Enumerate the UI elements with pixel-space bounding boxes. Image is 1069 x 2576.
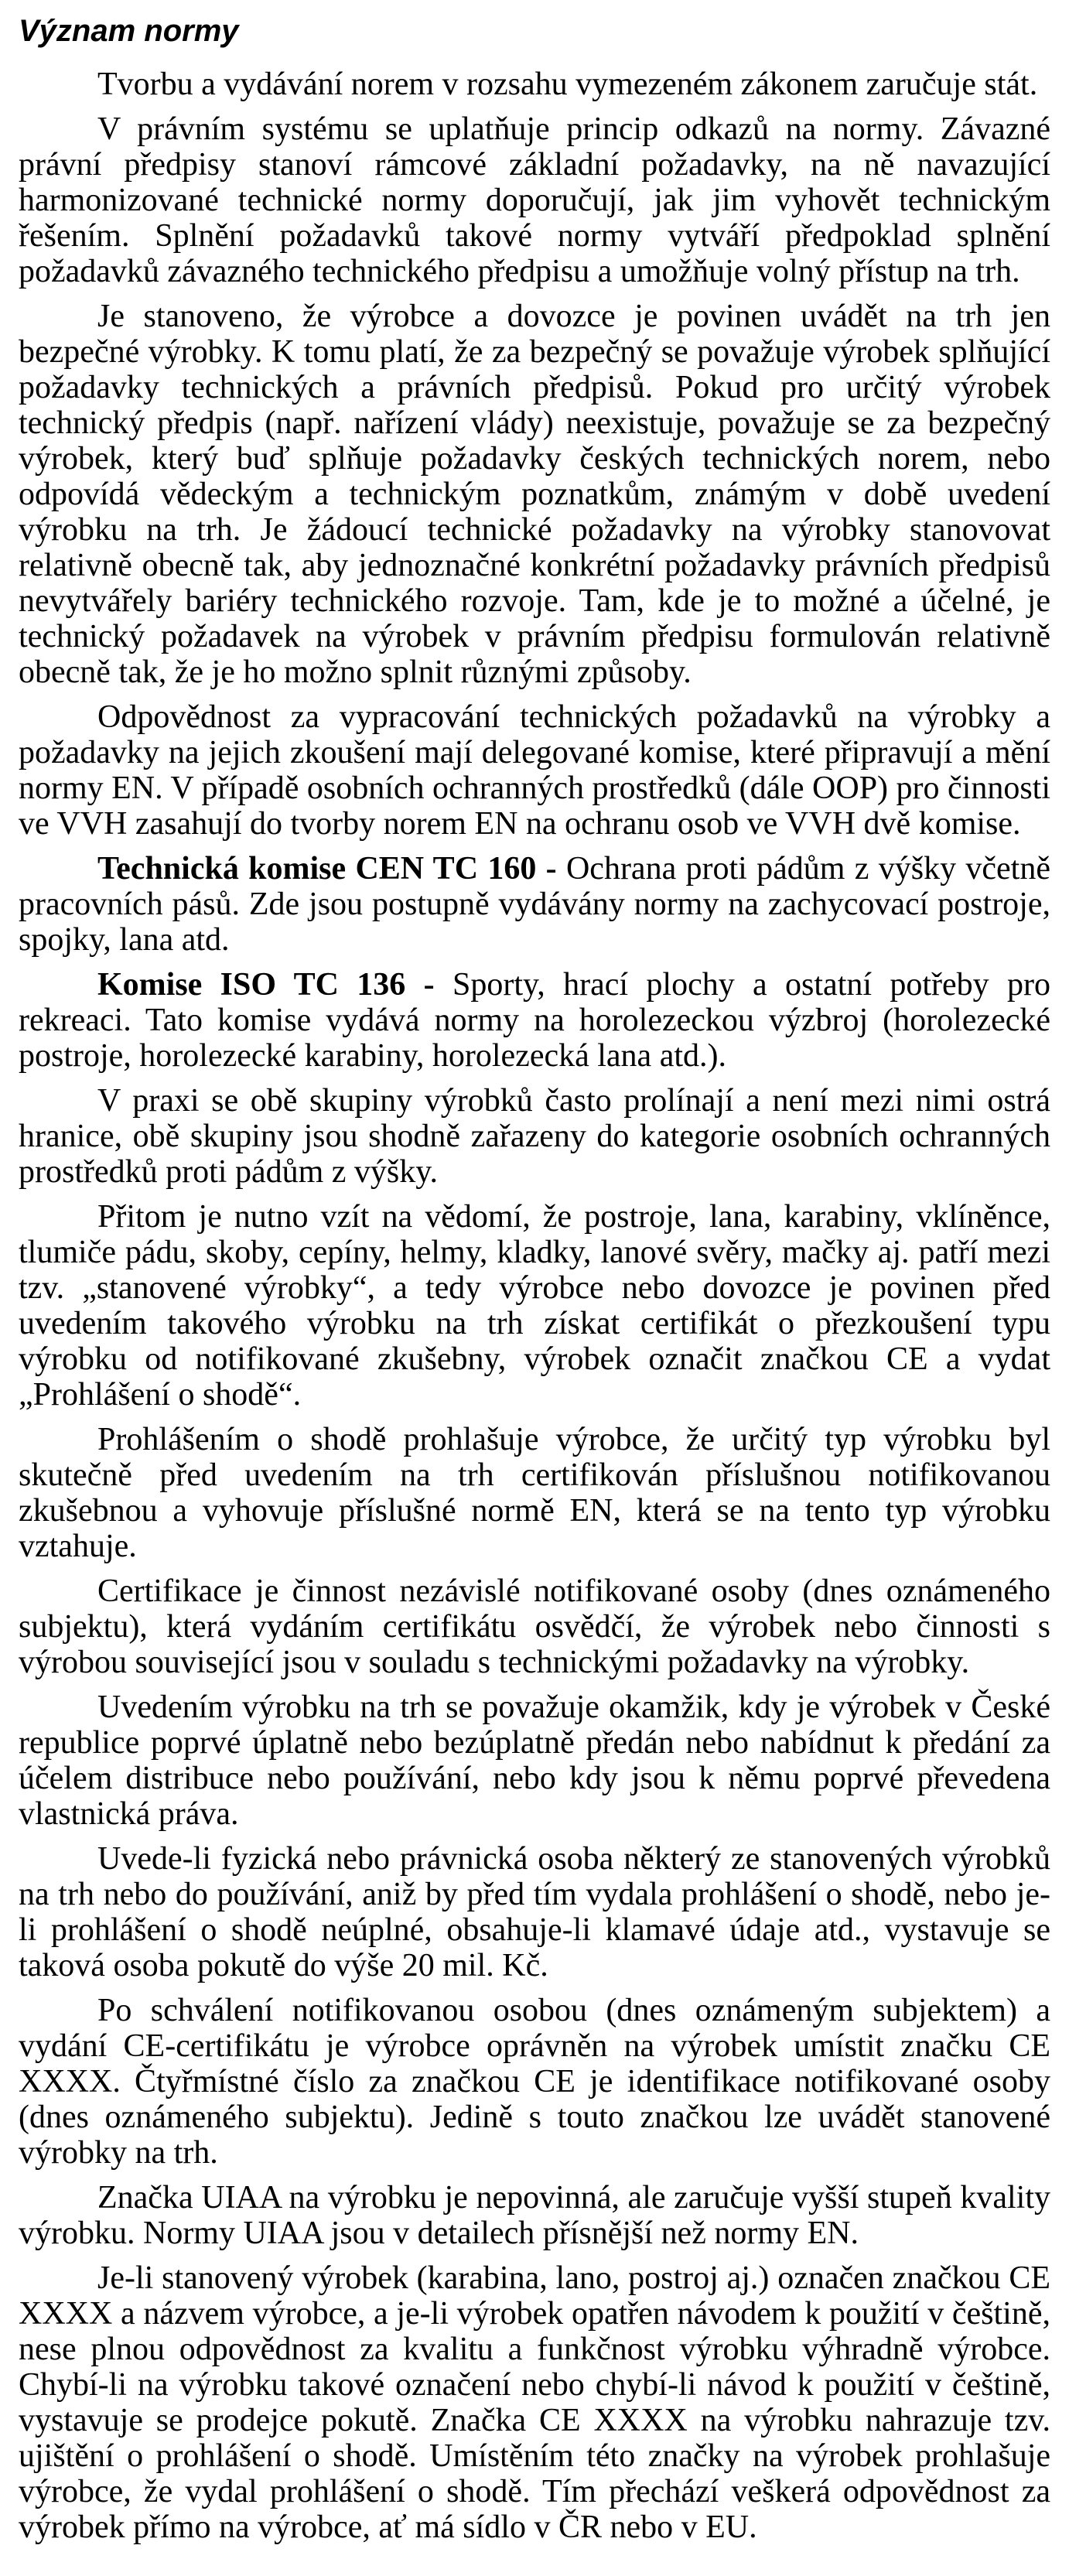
paragraph-text: Po schválení notifikovanou osobou (dnes oznámeným subjektem) a vydání CE-certifikátu je výrobce oprávněn na výrobek umístit značku CE XXXX. Čtyřmístné číslo za značkou CE je identifikace notifikované osoby (dnes oznámeného subjektu). Jedině s touto značkou lze uvádět stanovené výrobky na trh. <box>19 1993 1050 2171</box>
paragraph-text: V praxi se obě skupiny výrobků často prolínají a není mezi nimi ostrá hranice, obě skupiny jsou shodně zařazeny do kategorie osobních ochranných prostředků proti pádům z výšky. <box>19 1083 1050 1190</box>
paragraph <box>19 1083 1050 1190</box>
paragraph-text: Tvorbu a vydávání norem v rozsahu vymezeném zákonem zaručuje stát. <box>97 67 1038 102</box>
paragraph-bold-lead: Komise ISO TC 136 - <box>97 967 435 1003</box>
paragraph-text: V právním systému se uplatňuje princip odkazů na normy. Závazné právní předpisy stanoví rámcové základní požadavky, na ně navazující harmonizované technické normy doporučují, jak jim vyhovět technickým řešením. Splnění požadavků takové normy vytváří předpoklad splnění požadavků závazného technického předpisu a umožňuje volný přístup na trh. <box>19 111 1050 289</box>
paragraph-text: Uvedením výrobku na trh se považuje okamžik, kdy je výrobek v České republice poprvé úplatně nebo bezúplatně předán nebo nabídnut k předání za účelem distribuce nebo používání, nebo kdy jsou k němu poprvé převedena vlastnická práva. <box>19 1689 1050 1832</box>
paragraph-text: Sporty, hrací plochy a ostatní potřeby pro rekreaci. Tato komise vydává normy na horolezeckou výzbroj (horolezecké postroje, horolezecké karabiny, horolezecká lana atd.). <box>19 967 1050 1074</box>
paragraph-text: Ochrana proti pádům z výšky včetně pracovních pásů. Zde jsou postupně vydávány normy na zachycovací postroje, spojky, lana atd. <box>19 851 1050 958</box>
paragraph-bold-lead: Technická komise CEN TC 160 - <box>97 851 557 887</box>
paragraph <box>19 111 1050 289</box>
paragraph <box>19 967 1050 1074</box>
paragraph-text: Přitom je nutno vzít na vědomí, že postroje, lana, karabiny, vklíněnce, tlumiče pádu, skoby, cepíny, helmy, kladky, lanové svěry, mačky aj. patří mezi tzv. „stanovené výrobky“, a tedy výrobce nebo dovozce je povinen před uvedením takového výrobku na trh získat certifikát o přezkoušení typu výrobku od notifikované zkušebny, výrobek označit značkou CE a vydat „Prohlášení o shodě“. <box>19 1199 1050 1413</box>
paragraph <box>19 1689 1050 1832</box>
paragraph <box>19 1841 1050 1983</box>
paragraph <box>19 1573 1050 1680</box>
paragraph-text: Je-li stanovený výrobek (karabina, lano, postroj aj.) označen značkou CE XXXX a názvem výrobce, a je-li výrobek opatřen návodem k použití v češtině, nese plnou odpovědnost za kvalitu a funkčnost výrobku výhradně výrobce. Chybí-li na výrobku takové označení nebo chybí-li návod k použití v češtině, vystavuje se prodejce pokutě. Značka CE XXXX na výrobku nahrazuje tzv. ujištění o prohlášení o shodě. Umístěním této značky na výrobek prohlašuje výrobce, že vydal prohlášení o shodě. Tím přechází veškerá odpovědnost za výrobek přímo na výrobce, ať má sídlo v ČR nebo v EU. <box>19 2260 1050 2545</box>
page-title: Význam normy <box>19 14 239 48</box>
paragraph <box>19 1199 1050 1413</box>
paragraph <box>19 851 1050 958</box>
paragraph-text: Značka UIAA na výrobku je nepovinná, ale zaručuje vyšší stupeň kvality výrobku. Normy UIAA jsou v detailech přísnější než normy EN. <box>19 2180 1050 2251</box>
paragraph <box>19 699 1050 842</box>
paragraph <box>19 67 1050 102</box>
paragraph-text: Prohlášením o shodě prohlašuje výrobce, že určitý typ výrobku byl skutečně před uvedením na trh certifikován příslušnou notifikovanou zkušebnou a vyhovuje příslušné normě EN, která se na tento typ výrobku vztahuje. <box>19 1422 1050 1564</box>
paragraph <box>19 2260 1050 2545</box>
paragraph <box>19 1993 1050 2171</box>
paragraph-text: Uvede-li fyzická nebo právnická osoba některý ze stanovených výrobků na trh nebo do používání, aniž by před tím vydala prohlášení o shodě, nebo je-li prohlášení o shodě neúplné, obsahuje-li klamavé údaje atd., vystavuje se taková osoba pokutě do výše 20 mil. Kč. <box>19 1841 1050 1983</box>
paragraph-text: Certifikace je činnost nezávislé notifikované osoby (dnes oznámeného subjektu), která vydáním certifikátu osvědčí, že výrobek nebo činnosti s výrobou související jsou v souladu s technickými požadavky na výrobky. <box>19 1573 1050 1680</box>
paragraph <box>19 1422 1050 1564</box>
paragraph-text: Odpovědnost za vypracování technických požadavků na výrobky a požadavky na jejich zkoušení mají delegované komise, které připravují a mění normy EN. V případě osobních ochranných prostředků (dále OOP) pro činnosti ve VVH zasahují do tvorby norem EN na ochranu osob ve VVH dvě komise. <box>19 699 1051 842</box>
paragraph <box>19 299 1050 690</box>
paragraph <box>19 2180 1050 2251</box>
paragraph-text: Je stanoveno, že výrobce a dovozce je povinen uvádět na trh jen bezpečné výrobky. K tomu platí, že za bezpečný se považuje výrobek splňující požadavky technických a právních předpisů. Pokud pro určitý výrobek technický předpis (např. nařízení vlády) neexistuje, považuje se za bezpečný výrobek, který buď splňuje požadavky českých technických norem, nebo odpovídá vědeckým a technickým poznatkům, známým v době uvedení výrobku na trh. Je žádoucí technické požadavky na výrobky stanovovat relativně obecně tak, aby jednoznačné konkrétní požadavky právních předpisů nevytvářely bariéry technického rozvoje. Tam, kde je to možné a účelné, je technický požadavek na výrobek v právním předpisu formulován relativně obecně tak, že je ho možno splnit různými způsoby. <box>19 299 1050 690</box>
